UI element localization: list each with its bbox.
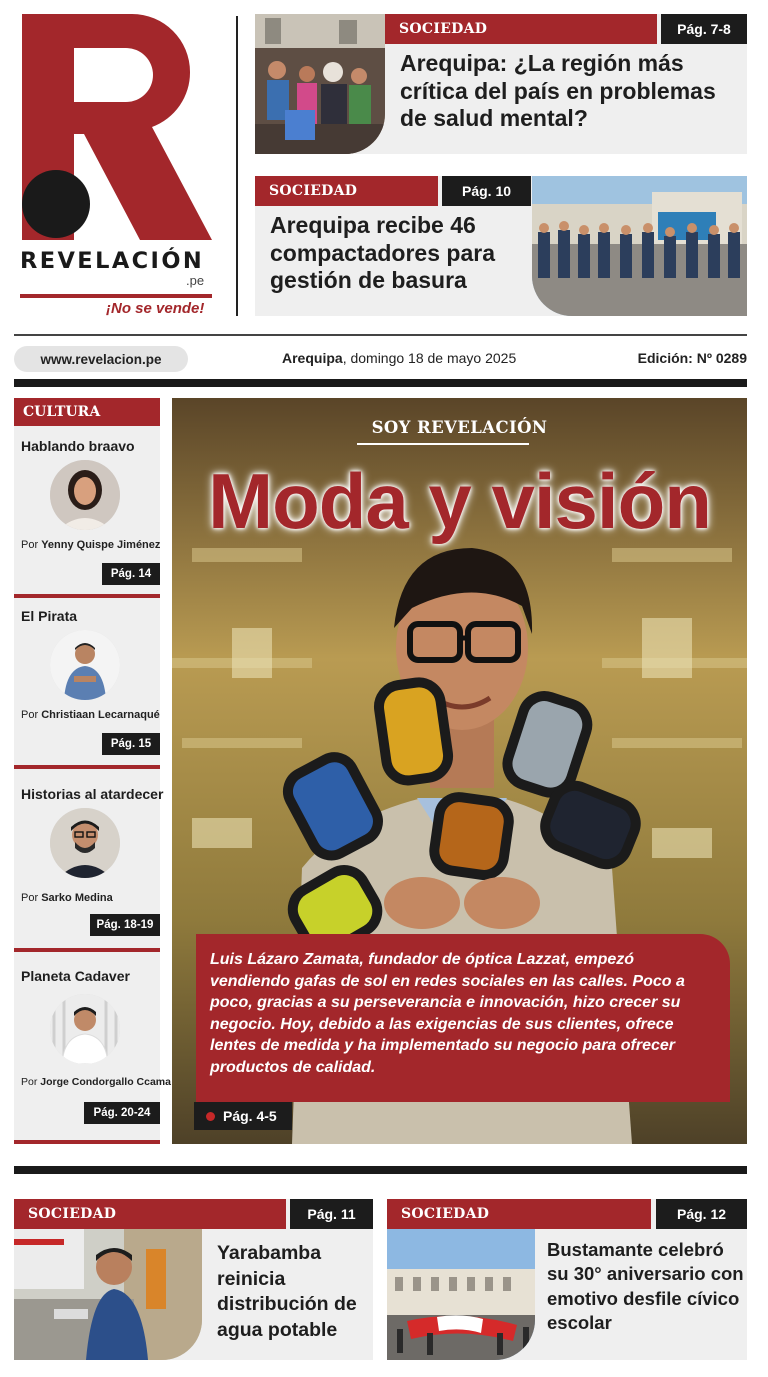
bottom-story-section-2: SOCIEDAD xyxy=(387,1199,651,1229)
sidebar-divider xyxy=(14,594,160,598)
sidebar-section-label: CULTURA xyxy=(14,398,160,426)
column-page[interactable]: Pág. 20-24 xyxy=(84,1102,160,1124)
top-story-card-1[interactable] xyxy=(255,14,747,154)
column-title[interactable]: Hablando braavo xyxy=(21,438,135,454)
masthead-logo[interactable] xyxy=(14,12,224,317)
cover-kicker-rule xyxy=(357,443,529,445)
cover-page-label: Pág. 4-5 xyxy=(223,1108,277,1124)
top-story-section-1: SOCIEDAD xyxy=(385,14,657,44)
cover-title[interactable]: Moda y visión xyxy=(208,457,711,545)
brand-underline xyxy=(20,294,212,298)
bottom-story-card-1[interactable] xyxy=(14,1199,373,1360)
columnist-avatar xyxy=(50,630,120,700)
bottom-story-card-2[interactable] xyxy=(387,1199,747,1360)
column-author: Por Yenny Quispe Jiménez xyxy=(21,539,161,551)
dateline xyxy=(282,350,516,366)
brand-tld: .pe xyxy=(186,273,205,288)
masthead-divider xyxy=(236,16,238,316)
column-entry-4[interactable] xyxy=(14,968,171,1128)
top-story-photo-2 xyxy=(532,176,747,316)
top-story-page-2[interactable]: Pág. 10 xyxy=(442,176,531,206)
brand-name: REVELACIÓN xyxy=(20,248,205,274)
section-rule-bottom xyxy=(14,1166,747,1174)
bottom-story-photo-2 xyxy=(387,1229,535,1360)
column-title[interactable]: El Pirata xyxy=(21,608,78,624)
column-page[interactable]: Pág. 15 xyxy=(102,733,160,755)
culture-sidebar xyxy=(14,398,171,1144)
sidebar-divider xyxy=(14,765,160,769)
column-author: Por Sarko Medina xyxy=(21,892,113,904)
bottom-story-section-1: SOCIEDAD xyxy=(14,1199,286,1229)
columnist-avatar xyxy=(50,460,120,530)
tagline: ¡No se vende! xyxy=(106,300,205,317)
columnist-avatar xyxy=(50,994,120,1064)
column-page[interactable]: Pág. 14 xyxy=(102,563,160,585)
dateline-date: , domingo 18 de mayo 2025 xyxy=(342,350,517,366)
edition-number: Edición: Nº 0289 xyxy=(637,350,747,366)
top-story-headline-1[interactable]: Arequipa: ¿La región más crítica del país en problemas de salud mental? xyxy=(400,50,716,132)
bottom-story-page-1[interactable]: Pág. 11 xyxy=(290,1199,373,1229)
bottom-story-headline-2[interactable]: Bustamante celebró su 30° aniversario con emotivo desfile cívico escolar xyxy=(547,1239,744,1334)
column-title[interactable]: Historias al atardecer xyxy=(21,786,164,802)
logo-r-mark xyxy=(22,14,212,240)
column-title[interactable]: Planeta Cadaver xyxy=(21,968,130,984)
top-story-headline-2[interactable]: Arequipa recibe 46 compactadores para gestión de basura xyxy=(270,212,495,294)
column-entry-2[interactable] xyxy=(14,608,160,756)
top-story-photo-1 xyxy=(255,14,385,154)
column-author: Por Christiaan Lecarnaqué xyxy=(21,709,160,721)
sidebar-divider xyxy=(14,1140,160,1144)
top-story-page-1[interactable]: Pág. 7-8 xyxy=(661,14,747,44)
top-story-section-2: SOCIEDAD xyxy=(255,176,438,206)
section-rule-top xyxy=(14,379,747,387)
bottom-story-photo-1 xyxy=(14,1229,202,1360)
cover-story[interactable] xyxy=(172,398,747,1144)
dateline-city: Arequipa xyxy=(282,350,343,366)
bottom-story-headline-1[interactable]: Yarabamba reinicia distribución de agua potable xyxy=(217,1242,357,1342)
cover-kicker: SOY REVELACIÓN xyxy=(371,418,548,437)
masthead-rule xyxy=(14,334,747,336)
column-entry-1[interactable] xyxy=(14,438,160,586)
bottom-story-page-2[interactable]: Pág. 12 xyxy=(656,1199,747,1229)
cover-caption: Luis Lázaro Zamata, fundador de óptica Lazzat, empezó vendiendo gafas de sol en redes sociales en las calles. Poco a poco, gracias a su perseverancia e innovación, hizo crecer su negocio. Hoy, debido a las exigencias de sus clientes, ofrece lentes de medida y ha implementado su negocio para ofrecer productos de calidad. xyxy=(196,934,730,1102)
columnist-avatar xyxy=(50,808,120,878)
page-dot-icon xyxy=(206,1112,215,1121)
column-page[interactable]: Pág. 18-19 xyxy=(90,914,160,936)
top-story-card-2[interactable] xyxy=(255,176,747,316)
cover-page-link[interactable] xyxy=(194,1102,292,1130)
website-link[interactable]: www.revelacion.pe xyxy=(14,346,188,372)
column-author: Por Jorge Condorgallo Ccama xyxy=(21,1076,171,1088)
column-entry-3[interactable] xyxy=(14,786,164,934)
sidebar-divider xyxy=(14,948,160,952)
